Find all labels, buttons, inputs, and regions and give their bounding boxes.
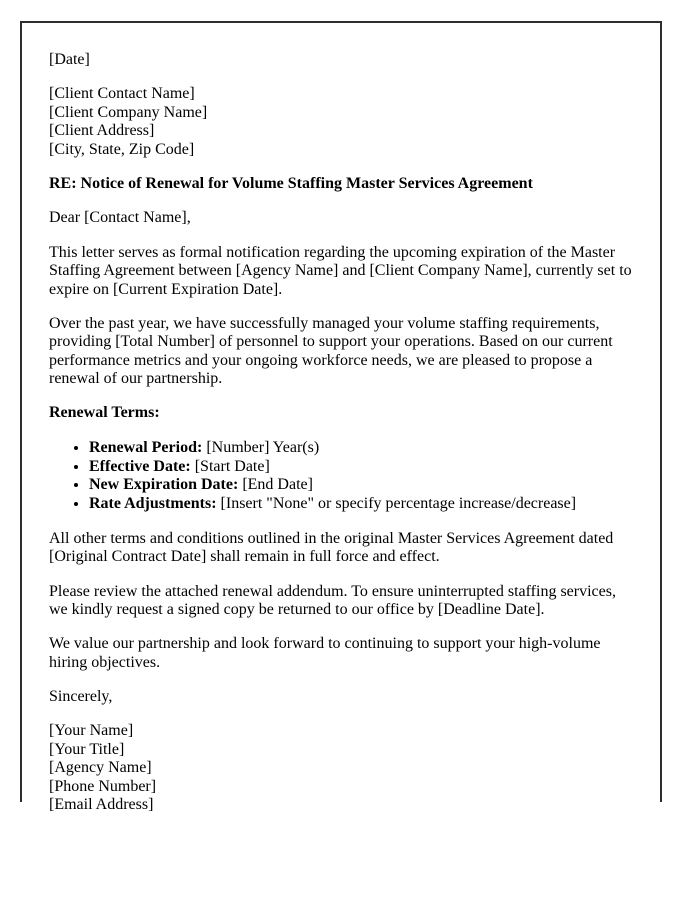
recipient-line: [City, State, Zip Code] — [49, 140, 195, 158]
terms-list — [49, 439, 632, 514]
paragraph-review-addendum: Please review the attached renewal addendum. To ensure uninterrupted staffing services, we kindly request a signed copy be returned to our office by [Deadline Date]. — [49, 582, 616, 618]
signature-line: [Phone Number] — [49, 777, 157, 795]
paragraph-past-year: Over the past year, we have successfully managed your volume staffing requirements, providing [Total Number] of personnel to support your operations. Based on our current performance metrics and your ongoing workforce needs, we are pleased to propose a renewal of our partnership. — [49, 314, 613, 388]
date-line: [Date] — [49, 51, 90, 68]
recipient-line: [Client Address] — [49, 122, 155, 140]
term-label: Renewal Period: — [89, 438, 203, 456]
term-value: [Start Date] — [194, 457, 270, 475]
paragraph-value-partnership: We value our partnership and look forward to continuing to support your high-volume hiring objectives. — [49, 635, 601, 671]
subject-line: RE: Notice of Renewal for Volume Staffing Master Services Agreement — [49, 174, 533, 192]
term-label: Effective Date: — [89, 457, 191, 475]
signature-line: [Your Name] — [49, 722, 134, 740]
term-value: [End Date] — [242, 476, 313, 494]
term-label: Rate Adjustments: — [89, 495, 217, 513]
terms-heading: Renewal Terms: — [49, 404, 160, 422]
term-item-rate-adjustments — [89, 495, 632, 514]
closing: Sincerely, — [49, 688, 113, 706]
term-item-renewal-period — [89, 439, 632, 458]
term-value: [Number] Year(s) — [206, 438, 320, 456]
recipient-line: [Client Company Name] — [49, 103, 208, 121]
term-value: [Insert "None" or specify percentage increase/decrease] — [220, 495, 577, 513]
term-item-new-expiration-date — [89, 476, 632, 495]
paragraph-other-terms: All other terms and conditions outlined in the original Master Services Agreement dated [Original Contract Date] shall remain in full force and effect. — [49, 529, 614, 566]
paragraph-expiration-notice: This letter serves as formal notification regarding the upcoming expiration of the Master Staffing Agreement between [Agency Name] and [Client Company Name], currently set to expire on [Current Expiration Date]. — [49, 243, 632, 298]
recipient-line: [Client Contact Name] — [49, 85, 195, 103]
signature-line: [Your Title] — [49, 740, 125, 758]
recipient-block — [49, 85, 632, 159]
letter-container — [20, 21, 662, 814]
signature-line: [Email Address] — [49, 796, 154, 814]
term-item-effective-date — [89, 458, 632, 477]
signature-block — [49, 722, 632, 814]
signature-line: [Agency Name] — [49, 759, 152, 777]
salutation: Dear [Contact Name], — [49, 209, 191, 227]
term-label: New Expiration Date: — [89, 476, 239, 494]
